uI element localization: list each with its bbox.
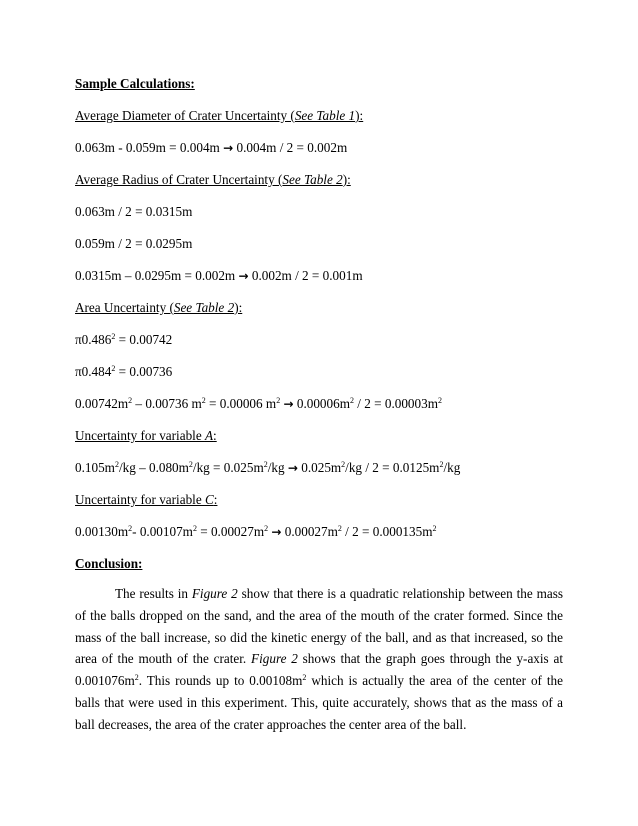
right-arrow-icon: → — [271, 525, 282, 539]
radius-calculation-1: 0.063m / 2 = 0.0315m — [75, 204, 193, 219]
right-arrow-icon: → — [283, 397, 294, 411]
radius-calculation-3: 0.0315m – 0.0295m = 0.002m → 0.002m / 2 = 0.001m — [75, 268, 363, 283]
right-arrow-icon: → — [223, 141, 234, 155]
diameter-uncertainty-heading: Average Diameter of Crater Uncertainty (See Table 1): — [75, 108, 364, 123]
diameter-calculation: 0.063m - 0.059m = 0.004m → 0.004m / 2 = 0.002m — [75, 140, 348, 155]
area-calculation-1: $\pi 0.486^2 = 0.00742$ — [75, 332, 173, 347]
variable-a-calculation: $0.105m^2/kg - 0.080m^2/kg = 0.025m^2/kg \to 0.025m^2/kg / 2 = 0.0125m^2/kg$ — [75, 460, 461, 475]
conclusion-paragraph: The results in Figure 2 show that there is a quadratic relationship between the mass of the balls dropped on the sand, and the area of the mouth of the crater formed. Since the mass of the ball increase, so did the kinetic energy of the ball, and as that increased, so the area of the mouth of the crater. Figure 2 shows that the graph goes through the y-axis at $0.001076m^2$. This rounds up to $0.00108m^2$ which is actually the area of the center of the balls that were used in this experiment. This, quite accurately, shows that as the mass of a ball decreases, the area of the crater approaches the center area of the ball. — [75, 586, 564, 732]
radius-uncertainty-heading: Average Radius of Crater Uncertainty (See Table 2): — [75, 172, 351, 187]
variable-c-heading: Uncertainty for variable C: — [75, 492, 218, 507]
area-calculation-2: $\pi 0.484^2 = 0.00736$ — [75, 364, 173, 379]
area-uncertainty-heading: Area Uncertainty (See Table 2): — [75, 300, 243, 315]
variable-c-calculation: $0.00130m^2-$ $0.00107m^2 = 0.00027m^2 \to 0.00027m^2 / 2 = 0.000135m^2$ — [75, 524, 437, 539]
right-arrow-icon: → — [287, 461, 298, 475]
radius-calculation-2: 0.059m / 2 = 0.0295m — [75, 236, 193, 251]
right-arrow-icon: → — [238, 269, 249, 283]
area-calculation-3: $0.00742m^2 - 0.00736$ $m^2 = 0.00006$ $m^2 \to 0.00006m^2 / 2 = 0.00003m^2$ — [75, 396, 442, 411]
conclusion-heading: Conclusion: — [75, 556, 143, 571]
sample-calculations-heading: Sample Calculations: — [75, 76, 195, 91]
variable-a-heading: Uncertainty for variable A: — [75, 428, 217, 443]
